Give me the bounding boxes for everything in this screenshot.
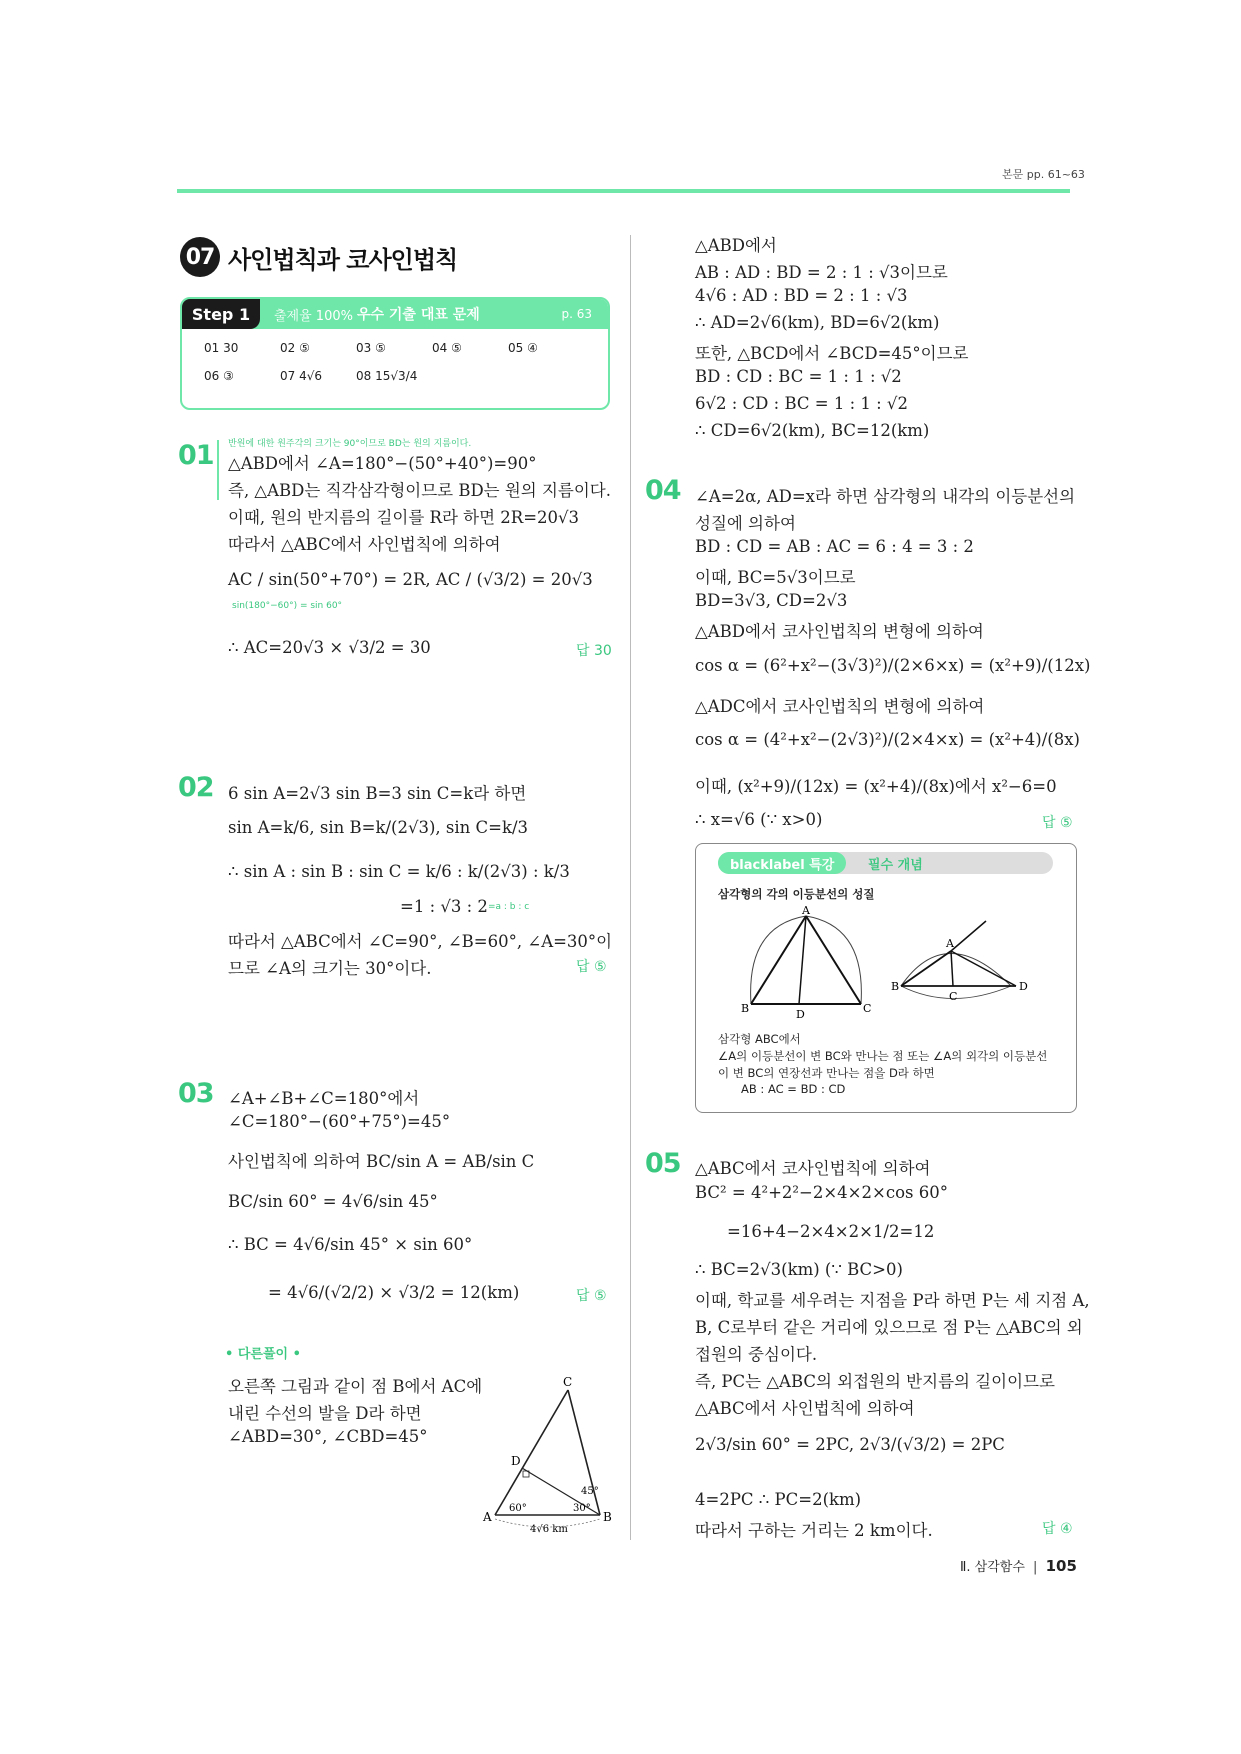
concept-title: 삼각형의 각의 이등분선의 성질 <box>718 887 875 901</box>
header-rule <box>177 189 1070 193</box>
fig2-label-D: D <box>1019 980 1028 993</box>
concept-desc: AB : AC = BD : CD <box>741 1082 846 1096</box>
base-length: 4√6 km <box>530 1524 568 1535</box>
solution-line: ∠ABD=30°, ∠CBD=45° <box>228 1427 428 1446</box>
edge-AB <box>901 951 951 986</box>
solution-line: △ADC에서 코사인법칙의 변형에 의하여 <box>695 697 985 716</box>
step-header <box>182 299 608 329</box>
solution-line: cos α = (4²+x²−(2√3)²)/(2×4×x) = (x²+4)/(8x) <box>695 730 1080 749</box>
solution-line: 이때, (x²+9)/(12x) = (x²+4)/(8x)에서 x²−6=0 <box>695 777 1057 796</box>
answer-label: 답 ⑤ <box>1042 815 1073 831</box>
margin-note: 반원에 대한 원주각의 크기는 90°이므로 BD는 원의 지름이다. <box>228 439 472 449</box>
solution-line: AC / sin(50°+70°) = 2R, AC / (√3/2) = 20√3 <box>228 570 593 589</box>
question-number: 05 <box>645 1148 681 1179</box>
answer-label: 답 30 <box>576 643 612 659</box>
solution-line: 므로 ∠A의 크기는 30°이다. <box>228 959 432 978</box>
solution-line: ∠A=2α, AD=x라 하면 삼각형의 내각의 이등분선의 <box>695 487 1076 506</box>
bisector-AD <box>799 916 806 1004</box>
answer-item: 05 ④ <box>508 341 538 355</box>
solution-line: = 4√6/(√2/2) × √3/2 = 12(km) <box>268 1283 520 1302</box>
answer-item: 07 4√6 <box>280 369 323 383</box>
fig2-label-C: C <box>949 990 958 1003</box>
step-label: Step 1 <box>182 299 260 329</box>
concept-desc: 삼각형 ABC에서 <box>718 1032 801 1046</box>
solution-line: BD=3√3, CD=2√3 <box>695 591 848 610</box>
fig2-label-B: B <box>891 980 900 993</box>
solution-line: BD : CD : BC = 1 : 1 : √2 <box>695 367 902 386</box>
solution-line: ∴ x=√6 (∵ x>0) <box>695 810 823 829</box>
solution-line: ∴ BC=2√3(km) (∵ BC>0) <box>695 1260 903 1279</box>
triangle-figure <box>475 1375 625 1535</box>
question-number: 01 <box>178 440 214 471</box>
note-bracket <box>217 440 219 500</box>
solution-line: AB : AD : BD = 2 : 1 : √3이므로 <box>695 263 948 282</box>
edge-AC <box>951 951 953 986</box>
solution-line: =1 : √3 : 2 <box>400 897 488 916</box>
solution-line: 따라서 구하는 거리는 2 km이다. <box>695 1521 933 1540</box>
fig1-label-B: B <box>741 1002 750 1015</box>
answer-label: 답 ④ <box>1042 1521 1073 1537</box>
solution-line: 사인법칙에 의하여 BC/sin A = AB/sin C <box>228 1152 535 1171</box>
side-note: sin(180°−60°) = sin 60° <box>232 601 343 611</box>
step-subtitle-bold: 우수 기출 대표 문제 <box>356 307 480 323</box>
solution-line: 이때, BC=5√3이므로 <box>695 568 856 587</box>
question-number: 02 <box>178 772 214 803</box>
step-answer-box <box>180 297 610 410</box>
solution-line: 이때, 학교를 세우려는 지점을 P라 하면 P는 세 지점 A, <box>695 1291 1090 1310</box>
solution-line: ∠A+∠B+∠C=180°에서 <box>228 1089 420 1108</box>
arc <box>901 954 1011 987</box>
label-A: A <box>483 1510 492 1524</box>
solution-line: 오른쪽 그림과 같이 점 B에서 AC에 <box>228 1377 483 1396</box>
concept-box <box>695 843 1077 1113</box>
question-number: 04 <box>645 475 681 506</box>
solution-line: △ABD에서 ∠A=180°−(50°+40°)=90° <box>228 454 537 473</box>
solution-line: BC² = 4²+2²−2×4×2×cos 60° <box>695 1183 948 1202</box>
label-B: B <box>603 1510 612 1524</box>
solution-line: △ABC에서 사인법칙에 의하여 <box>695 1399 915 1418</box>
answer-item: 06 ③ <box>204 369 234 383</box>
column-divider <box>630 235 631 1540</box>
external-bisector <box>951 951 1016 986</box>
solution-line: △ABD에서 <box>695 236 777 255</box>
angle-ABD: 30° <box>573 1503 591 1514</box>
concept-tag: blacklabel 특강 <box>718 852 846 874</box>
question-number: 03 <box>178 1078 214 1109</box>
answer-item: 02 ⑤ <box>280 341 310 355</box>
step-subtitle-prefix: 출제율 100% <box>274 308 353 324</box>
alternative-solution-title: • 다른풀이 • <box>225 1347 301 1362</box>
label-D: D <box>511 1454 521 1468</box>
solution-line: sin A=k/6, sin B=k/(2√3), sin C=k/3 <box>228 818 529 837</box>
solution-line: △ABC에서 코사인법칙에 의하여 <box>695 1159 931 1178</box>
external-bisector-figure <box>891 916 1061 1011</box>
solution-line: 4=2PC ∴ PC=2(km) <box>695 1490 862 1509</box>
fig1-label-A: A <box>802 906 810 917</box>
arc <box>751 916 862 1004</box>
section-number-badge: 07 <box>180 237 220 277</box>
solution-line: 즉, PC는 △ABC의 외접원의 반지름의 길이이므로 <box>695 1372 1055 1391</box>
solution-line: ∴ AC=20√3 × √3/2 = 30 <box>228 638 431 657</box>
edge-AC <box>495 1390 568 1515</box>
side-note: =a : b : c <box>488 902 530 912</box>
solution-line: 즉, △ABD는 직각삼각형이므로 BD는 원의 지름이다. <box>228 481 611 500</box>
angle-CBD: 45° <box>581 1486 599 1497</box>
solution-line: 내린 수선의 발을 D라 하면 <box>228 1404 422 1423</box>
answer-item: 08 15√3/4 <box>356 369 418 383</box>
answer-label: 답 ⑤ <box>576 959 607 975</box>
solution-line: 접원의 중심이다. <box>695 1345 818 1364</box>
solution-line: ∴ BC = 4√6/sin 45° × sin 60° <box>228 1235 473 1254</box>
chapter-label: Ⅱ. 삼각함수 <box>960 1560 1025 1575</box>
concept-header <box>718 852 1053 874</box>
solution-line: BD : CD = AB : AC = 6 : 4 = 3 : 2 <box>695 537 974 556</box>
solution-line: 이때, 원의 반지름의 길이를 R라 하면 2R=20√3 <box>228 508 580 527</box>
page-footer: Ⅱ. 삼각함수 | 105 <box>960 1557 1077 1575</box>
page-reference: 본문 pp. 61~63 <box>1002 168 1085 181</box>
fig1-label-C: C <box>863 1002 872 1015</box>
edge-AB <box>751 916 806 1004</box>
answer-label: 답 ⑤ <box>576 1288 607 1304</box>
angle-A: 60° <box>509 1503 527 1514</box>
solution-line: 따라서 △ABC에서 ∠C=90°, ∠B=60°, ∠A=30°이 <box>228 932 613 951</box>
extension <box>951 921 986 951</box>
solution-line: BC/sin 60° = 4√6/sin 45° <box>228 1192 438 1211</box>
answer-item: 04 ⑤ <box>432 341 462 355</box>
solution-line: ∠C=180°−(60°+75°)=45° <box>228 1112 451 1131</box>
answer-item: 03 ⑤ <box>356 341 386 355</box>
solution-line: B, C로부터 같은 거리에 있으므로 점 P는 △ABC의 외 <box>695 1318 1083 1337</box>
step-page: p. 63 <box>561 307 592 321</box>
section-title <box>180 236 457 278</box>
solution-line: 또한, △BCD에서 ∠BCD=45°이므로 <box>695 344 969 363</box>
concept-desc: ∠A의 이등분선이 변 BC와 만나는 점 또는 ∠A의 외각의 이등분선 <box>718 1049 1048 1063</box>
solution-line: △ABD에서 코사인법칙의 변형에 의하여 <box>695 622 984 641</box>
section-heading: 사인법칙과 코사인법칙 <box>228 245 458 274</box>
answer-grid <box>182 329 608 406</box>
solution-line: 6√2 : CD : BC = 1 : 1 : √2 <box>695 394 908 413</box>
solution-line: ∴ sin A : sin B : sin C = k/6 : k/(2√3) : k/3 <box>228 862 570 881</box>
solution-line: 4√6 : AD : BD = 2 : 1 : √3 <box>695 286 908 305</box>
fig2-label-A: A <box>946 937 954 950</box>
fig1-label-D: D <box>796 1008 805 1021</box>
solution-line: 성질에 의하여 <box>695 514 796 533</box>
concept-subtag: 필수 개념 <box>868 858 923 873</box>
edge-AC <box>806 916 861 1004</box>
solution-line: 따라서 △ABC에서 사인법칙에 의하여 <box>228 535 501 554</box>
solution-line: 6 sin A=2√3 sin B=3 sin C=k라 하면 <box>228 784 527 803</box>
solution-line: ∴ CD=6√2(km), BC=12(km) <box>695 421 930 440</box>
page-number: 105 <box>1045 1557 1077 1575</box>
solution-line: 2√3/sin 60° = 2PC, 2√3/(√3/2) = 2PC <box>695 1435 1005 1454</box>
step-subtitle <box>260 299 608 329</box>
internal-bisector-figure <box>741 906 876 1021</box>
concept-desc: 이 변 BC의 연장선과 만나는 점을 D라 하면 <box>718 1066 935 1080</box>
solution-line: ∴ AD=2√6(km), BD=6√2(km) <box>695 313 940 332</box>
label-C: C <box>563 1375 573 1389</box>
solution-line: =16+4−2×4×2×1/2=12 <box>727 1222 935 1241</box>
answer-item: 01 30 <box>204 341 239 355</box>
solution-line: cos α = (6²+x²−(3√3)²)/(2×6×x) = (x²+9)/(12x) <box>695 656 1091 675</box>
